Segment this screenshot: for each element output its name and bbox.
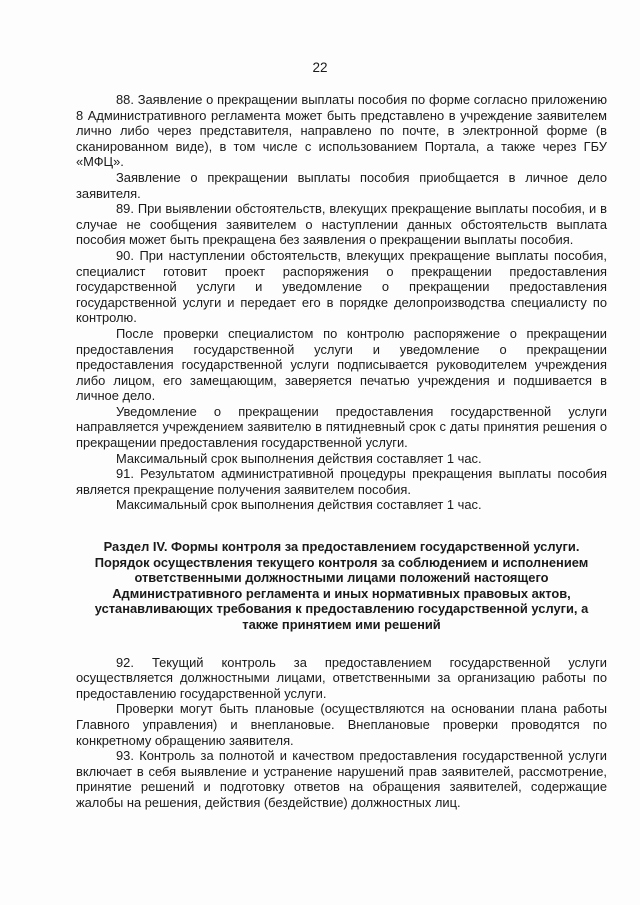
paragraph-93: 93. Контроль за полнотой и качеством предоставления государственной услуги включает в себя выявление и устранение нарушений прав заявителей, рассмотрение, принятие решений и подготовку ответов на обращения заявителей, содержащие жалобы на решения, действия (бездействие) должностных лиц. (76, 748, 607, 810)
paragraph-88-note: Заявление о прекращении выплаты пособия приобщается в личное дело заявителя. (76, 169, 607, 201)
paragraph-90: 90. При наступлении обстоятельств, влекущих прекращение выплаты пособия, специалист готовит проект распоряжения о прекращении предоставления государственной услуги и уведомление о прекращении предоставления государственной услуги и передает его в порядке делопроизводства специалисту по контролю. (76, 247, 607, 326)
paragraph-91-deadline: Максимальный срок выполнения действия составляет 1 час. (116, 497, 482, 513)
paragraph-92: 92. Текущий контроль за предоставлением государственной услуги осуществляется должностными лицами, ответственными за организацию работы по предоставлению государственной услуги. (76, 654, 607, 701)
paragraph-90-review: После проверки специалистом по контролю распоряжение о прекращении предоставления государственной услуги и уведомление о прекращении предоставления государственной услуги подписывается руководителем учреждения либо лицом, его замещающим, заверяется печатью учреждения и подшивается в личное дело. (76, 325, 607, 404)
paragraph-89: 89. При выявлении обстоятельств, влекущих прекращение выплаты пособия, и в случае не сообщения заявителем о наступлении данных обстоятельств выплата пособия может быть прекращена без заявления о прекращении выплаты пособия. (76, 201, 607, 248)
section-heading: Раздел IV. Формы контроля за предоставлением государственной услуги. Порядок осуществления текущего контроля за соблюдением и исполнением ответственными должностными лицами положений настоящего Административного регламента и иных нормативных правовых актов, устанавливающих требования к предоставлению государственной услуги, а также принятием ими решений (94, 539, 589, 632)
paragraph-91: 91. Результатом административной процедуры прекращения выплаты пособия является прекращение получения заявителем пособия. (76, 466, 607, 497)
paragraph-90-notice: Уведомление о прекращении предоставления государственной услуги направляется учреждением заявителю в пятидневный срок с даты принятия решения о прекращении предоставления государственной услуги. (76, 403, 607, 451)
document-body (76, 92, 607, 811)
page-number: 22 (312, 60, 328, 75)
paragraph-90-deadline: Максимальный срок выполнения действия составляет 1 час. (116, 450, 482, 466)
paragraph-88: 88. Заявление о прекращении выплаты пособия по форме согласно приложению 8 Административного регламента может быть представлено в учреждение заявителем лично либо через представителя, направлено по почте, в электронной форме (в сканированном виде), в том числе с использованием Портала, а также через ГБУ «МФЦ». (76, 92, 607, 170)
paragraph-92-checks: Проверки могут быть плановые (осуществляются на основании плана работы Главного управления) и внеплановые. Внеплановые проверки проводятся по конкретному обращению заявителя. (76, 701, 607, 748)
